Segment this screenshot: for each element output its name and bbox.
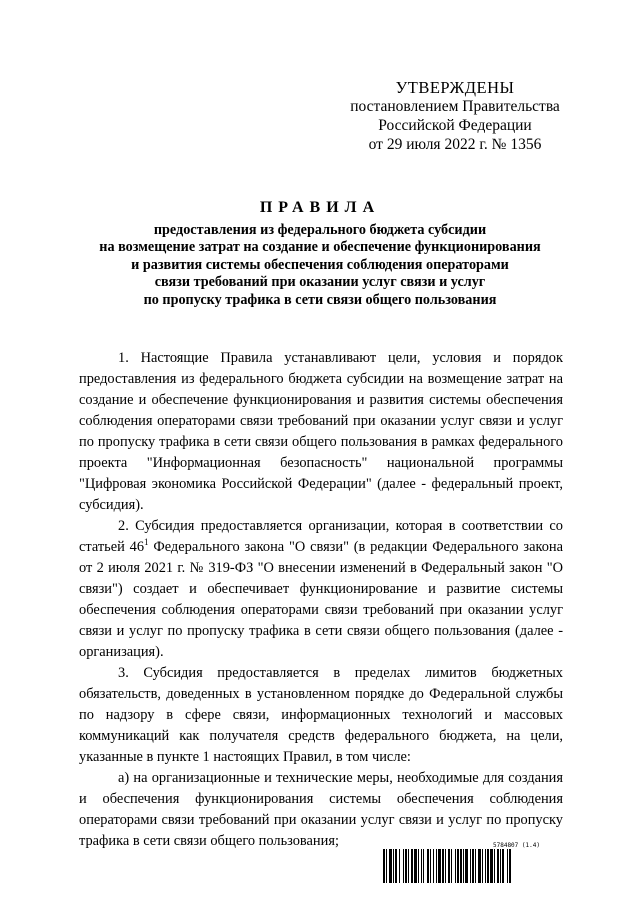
barcode-number: 5784807 (1.4) [493, 842, 540, 849]
approval-line: Российской Федерации [378, 117, 532, 134]
subtitle-line: связи требований при оказании услуг связи и услуг [154, 274, 486, 291]
paragraph-2 [79, 516, 563, 663]
subtitle-line: и развития системы обеспечения соблюдения операторами [131, 256, 509, 273]
paragraph-2-start: 2. Субсидия предоставляется организации, которая в соответствии со статьей 46 [79, 518, 563, 555]
paragraph-1: 1. Настоящие Правила устанавливают цели, условия и порядок предоставления из федерального бюджета субсидии на возмещение затрат на создание и обеспечение функционирования и развития системы обеспечения соблюдения операторами связи требований при оказании услуг связи и услуг по пропуску трафика в сети связи общего пользования в рамках федерального проекта "Информационная безопасность" национальной программы "Цифровая экономика Российской Федерации" (далее - федеральный проект, субсидия). [79, 350, 563, 513]
document-title: ПРАВИЛА [259, 199, 381, 216]
document-subtitle [60, 222, 580, 309]
approval-line: постановлением Правительства [350, 98, 560, 115]
approval-block [330, 78, 580, 154]
subtitle-line: на возмещение затрат на создание и обеспечение функционирования [99, 239, 541, 256]
superscript: 1 [144, 537, 149, 548]
document-body [79, 348, 563, 852]
subtitle-line: по пропуску трафика в сети связи общего пользования [143, 291, 497, 308]
paragraph-3: 3. Субсидия предоставляется в пределах лимитов бюджетных обязательств, доведенных в установленном порядке до Федеральной службы по надзору в сфере связи, информационных технологий и массовых коммуникаций как получателя средств федерального бюджета, на цели, указанные в пункте 1 настоящих Правил, в том числе: [79, 665, 563, 765]
approval-date: от 29 июля 2022 г. № 1356 [368, 136, 542, 153]
paragraph-2-end: Федерального закона "О связи" (в редакции Федерального закона от 2 июля 2021 г. № 319-ФЗ "О внесении изменений в Федеральный закон "О связи") создает и обеспечивает функционирование и развитие системы обеспечения соблюдения операторами связи требований при оказании услуг связи и услуг по пропуску трафика в сети связи общего пользования (далее - организация). [79, 539, 564, 660]
barcode [383, 849, 563, 883]
approval-heading: УТВЕРЖДЕНЫ [395, 78, 515, 97]
subtitle-line: предоставления из федерального бюджета субсидии [153, 222, 487, 238]
paragraph-3a: а) на организационные и технические меры, необходимые для создания и обеспечения функционирования системы обеспечения соблюдения операторами связи требований при оказании услуг связи и услуг по пропуску трафика в сети связи общего пользования; [79, 770, 563, 849]
